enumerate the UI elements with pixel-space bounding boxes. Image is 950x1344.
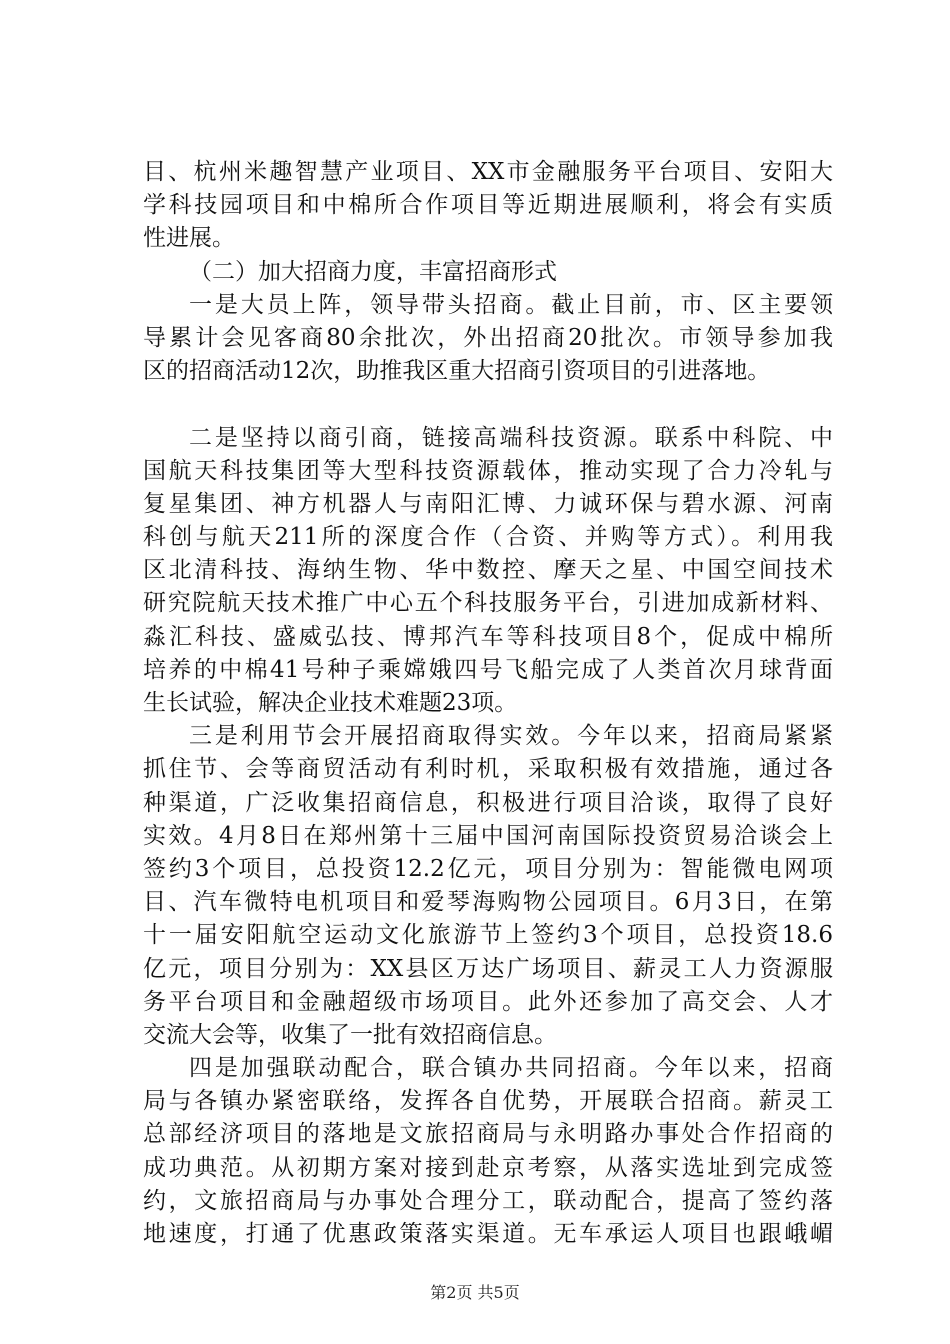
text-line: 导累计会见客商80余批次，外出招商20批次。市领导参加我	[143, 324, 833, 351]
blank-line	[143, 388, 833, 421]
page-number-footer: 第2页 共5页	[430, 1283, 520, 1302]
text-line: 性进展。	[143, 225, 235, 252]
paragraph-joint-investment	[143, 1052, 833, 1251]
text-line: 抓住节、会等商贸活动有利时机，采取积极有效措施，通过各	[143, 756, 833, 783]
text-line: 淼汇科技、盛威弘技、博邦汽车等科技项目8个，促成中棉所	[143, 623, 833, 650]
text-line: 务平台项目和金融超级市场项目。此外还参加了高交会、人才	[143, 988, 833, 1015]
paragraph-continuation	[143, 156, 833, 256]
text-line: 区的招商活动12次，助推我区重大招商引资项目的引进落地。	[143, 358, 771, 385]
text-line: 区北清科技、海纳生物、华中数控、摩天之星、中国空间技术	[143, 557, 833, 584]
text-line: 科创与航天211所的深度合作（合资、并购等方式）。利用我	[143, 524, 833, 551]
text-line: 地速度，打通了优惠政策落实渠道。无车承运人项目也跟峨嵋	[143, 1221, 833, 1247]
paragraph-tech-resources	[143, 422, 833, 721]
document-body	[143, 156, 833, 1251]
section-heading	[143, 256, 833, 289]
text-line: 三是利用节会开展招商取得实效。今年以来，招商局紧紧	[189, 723, 833, 750]
text-line: 总部经济项目的落地是文旅招商局与永明路办事处合作招商的	[143, 1121, 833, 1148]
text-line: 成功典范。从初期方案对接到赴京考察，从落实选址到完成签	[143, 1154, 833, 1181]
text-line: 培养的中棉41号种子乘嫦娥四号飞船完成了人类首次月球背面	[143, 656, 833, 683]
text-line: 签约3个项目，总投资12.2亿元，项目分别为：智能微电网项	[143, 855, 833, 882]
text-line: 实效。4月8日在郑州第十三届中国河南国际投资贸易洽谈会上	[143, 822, 833, 849]
text-line: 亿元，项目分别为：XX县区万达广场项目、薪灵工人力资源服	[143, 955, 833, 982]
paragraph-leadership-investment	[143, 289, 833, 389]
text-line: 目、杭州米趣智慧产业项目、XX市金融服务平台项目、安阳大	[143, 159, 833, 185]
text-line: 国航天科技集团等大型科技资源载体，推动实现了合力冷轧与	[143, 457, 833, 484]
text-line: 复星集团、神方机器人与南阳汇博、力诚环保与碧水源、河南	[143, 490, 833, 517]
text-line: 生长试验，解决企业技术难题23项。	[143, 690, 518, 716]
section-heading-text: （二）加大招商力度，丰富招商形式	[189, 258, 557, 285]
text-line: 一是大员上阵，领导带头招商。截止目前，市、区主要领	[189, 291, 833, 318]
text-line: 二是坚持以商引商，链接高端科技资源。联系中科院、中	[189, 424, 833, 451]
text-line: 约，文旅招商局与办事处合理分工，联动配合，提高了签约落	[143, 1187, 833, 1214]
text-line: 种渠道，广泛收集招商信息，积极进行项目洽谈，取得了良好	[143, 789, 833, 816]
text-line: 十一届安阳航空运动文化旅游节上签约3个项目，总投资18.6	[143, 922, 833, 949]
text-line: 目、汽车微特电机项目和爱琴海购物公园项目。6月3日，在第	[143, 889, 833, 916]
text-line: 学科技园项目和中棉所合作项目等近期进展顺利，将会有实质	[143, 192, 833, 219]
paragraph-trade-fairs	[143, 720, 833, 1052]
text-line: 交流大会等，收集了一批有效招商信息。	[143, 1021, 557, 1048]
text-line: 研究院航天技术推广中心五个科技服务平台，引进加成新材料、	[143, 590, 833, 617]
text-line: 四是加强联动配合，联合镇办共同招商。今年以来，招商	[189, 1055, 833, 1082]
text-line: 局与各镇办紧密联络，发挥各自优势，开展联合招商。薪灵工	[143, 1088, 833, 1115]
